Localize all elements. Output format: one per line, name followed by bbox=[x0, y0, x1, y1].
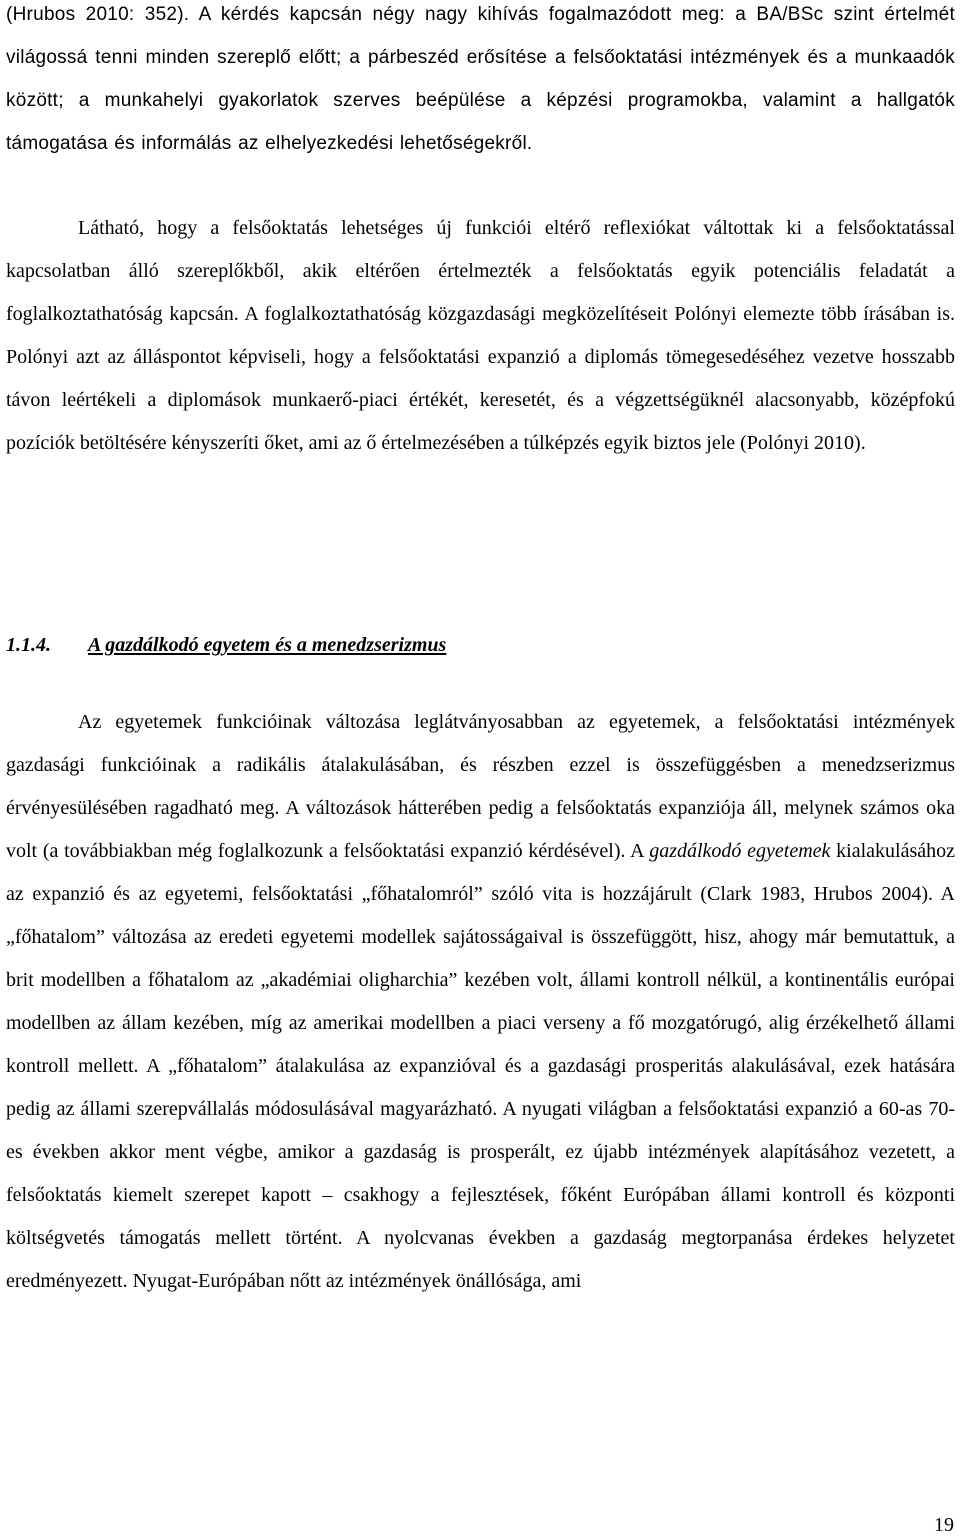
section-title: A gazdálkodó egyetem és a menedzserizmus bbox=[88, 634, 447, 656]
paragraph-text: kialakulásához az expanzió és az egyetemi, felsőoktatási „főhatalomról” szóló vita is hozzájárult (Clark 1983, Hrubos 2004). A „főhatalom” változása az eredeti egyetemi modellek sajátosságaival is összefüggött, hisz, ahogy már bemutattuk, a brit modellben a főhatalom az „akadémiai oligharchia” kezében volt, állami kontroll nélkül, a kontinentális európai modellben az állam kezében, míg az amerikai modellben a piaci verseny a fő mozgatórugó, alig érzékelhető állami kontroll mellett. A „főhatalom” átalakulása az expanzióval és a gazdasági prosperitás alakulásával, ezek hatására pedig az állami szerepvállalás módosulásával magyarázható. A nyugati világban a felsőoktatási expanzió a 60-as 70-es években akkor ment végbe, amikor a gazdaság is prosperált, ez újabb intézmények alapításához vezetett, a felsőoktatás kiemelt szerepet kapott – csakhogy a fejlesztések, főként Európában állami kontroll és központi költségvetés támogatás mellett történt. A nyolcvanas években a gazdaság megtorpanása érdekes helyzetet eredményezett. Nyugat-Európában nőtt az intézmények önállósága, ami bbox=[6, 840, 955, 1292]
section-number: 1.1.4. bbox=[6, 634, 51, 656]
paragraph-intro-continuation: (Hrubos 2010: 352). A kérdés kapcsán négy nagy kihívás fogalmazódott meg: a BA/BSc szint értelmét világossá tenni minden szereplő előtt; a párbeszéd erősítése a felsőoktatási intézmények és a munkaadók között; a munkahelyi gyakorlatok szerves beépülése a képzési programokba, valamint a hallgatók támogatása és informálás az elhelyezkedési lehetőségekről. bbox=[6, 4, 955, 154]
page-number: 19 bbox=[934, 1514, 954, 1536]
italic-term: gazdálkodó egyetemek bbox=[649, 840, 831, 862]
paragraph-employability: Látható, hogy a felsőoktatás lehetséges új funkciói eltérő reflexiókat váltottak ki a felsőoktatással kapcsolatban álló szereplőkből, akik eltérően értelmezték a felsőoktatás egyik potenciális feladatát a foglalkoztathatóság kapcsán. A foglalkoztathatóság közgazdasági megközelítéseit Polónyi elemezte több írásában is. Polónyi azt az álláspontot képviseli, hogy a felsőoktatási expanzió a diplomás tömegesedéséhez vezetve hosszabb távon leértékeli a diplomások munkaerő-piaci értékét, keresetét, és a végzettségüknél alacsonyabb, középfokú pozíciók betöltésére kényszeríti őket, ami az ő értelmezésében a túlképzés egyik biztos jele (Polónyi 2010). bbox=[6, 217, 955, 454]
section-heading bbox=[6, 629, 446, 661]
paragraph-text: Az egyetemek funkcióinak változása leglátványosabban az egyetemek, a felsőoktatási intézmények gazdasági funkcióinak a radikális átalakulásában, és részben ezzel is összefüggésben a menedzserizmus érvényesülésében ragadható meg. A változások hátterében pedig a felsőoktatás expanziója áll, melynek számos oka volt (a továbbiakban még foglalkozunk a felsőoktatási expanzió kérdésével). A bbox=[6, 711, 955, 862]
paragraph-managerialism bbox=[6, 701, 955, 1303]
